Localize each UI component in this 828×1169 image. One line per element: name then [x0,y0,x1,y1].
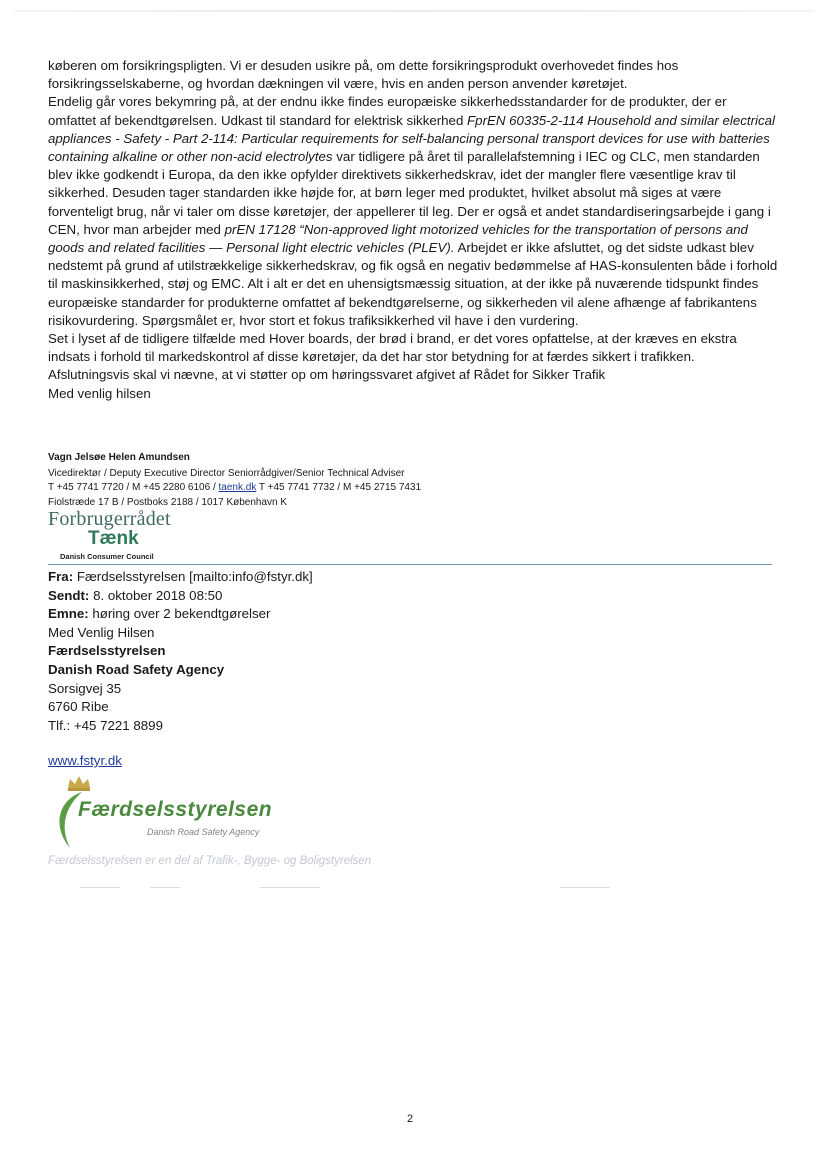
agency-logo [48,772,448,852]
signature-title: Vicedirektør / Deputy Executive Director Seniorrådgiver/Senior Technical Adviser [48,468,405,479]
body-text-run: Afslutningsvis skal vi nævne, at vi støtter op om høringssvaret afgivet af Rådet for Sikker Trafik [48,367,606,383]
body-paragraph [48,385,778,403]
agency-tagline: Færdselsstyrelsen er en del af Trafik-, Bygge- og Boligstyrelsen [48,855,372,867]
signature-contact [48,482,421,493]
agency-website-link[interactable]: www.fstyr.dk [48,753,122,768]
body-text-run: køberen om forsikringspligten. Vi er desuden usikre på, om dette forsikringsprodukt overhovedet findes hos forsikringsselskaberne, og hvordan dækningen vil være, hvis en anden person anvender køretøjet. [48,58,679,92]
consumer-council-logo-brand: Tænk [88,528,139,549]
body-paragraph [48,330,778,366]
letter-body [48,57,778,403]
sender-street: Sorsigvej 35 [48,680,122,696]
signature-address: Fiolstræde 17 B / Postboks 2188 / 1017 København K [48,497,288,508]
body-italic-run: prEN 17128 “Non-approved light motorized vehicles for the transportation of persons and goods and related facilities — Personal light electric vehicles (PLEV). [48,221,748,256]
sender-phone: Tlf.: +45 7221 8899 [48,717,163,733]
email-subject-row [48,605,768,624]
scan-speck [260,887,320,888]
scan-speck [150,887,180,888]
scan-speck [560,887,610,888]
taenk-link[interactable]: taenk.dk [218,482,257,493]
scan-edge-artifact [14,10,814,12]
email-subject-value: høring over 2 bekendtgørelser [88,606,271,622]
email-separator-rule [48,564,772,565]
body-text-run: Arbejdet er ikke afsluttet, og det sidste udkast blev nedstemt på grund af utilstrækkelige sikkerhedskrav, og fik også en negativ bedømmelse af HAS-konsulenten både i forhold til maskinsikkerhed, støj og EMC. Alt i alt er det en uhensigtsmæssig situation, at der ikke på nuværende tidspunkt findes europæiske standarder for produkterne omfattet af bekendtgørelserne, og sikkerheden vil alene afhænge af fabrikantens risikovurdering. Spørgsmålet er, hvor stort et fokus trafiksikkerhed vil have i den vurdering. [48,240,778,328]
consumer-council-logo [48,508,198,564]
body-text-run: var tidligere på året til parallelafstemning i IEC og CLC, men standarden blev ikke godkendt i Europa, da den ikke opfylder direktivets sikkerhedskrav, idet der mangler flere væsentlige krav til sikkerhed. Desuden tager standarden ikke højde for, at børn leger med produktet, hvilket absolut må siges at være forventeligt brug, når vi taler om disse køretøjer, der appellerer til leg. Der er også et andet standardiseringsarbejde i gang i CEN, hvor man arbejder med [48,149,771,237]
sender-org-english: Danish Road Safety Agency [48,661,225,677]
email-header [48,568,768,735]
signature-phone-secondary: T +45 7741 7732 / M +45 2715 7431 [256,482,422,493]
email-subject-label: Emne: [48,606,89,622]
body-paragraph [48,57,778,93]
email-sent-row [48,587,768,606]
body-paragraph [48,366,778,384]
body-text-run: Set i lyset af de tidligere tilfælde med Hover boards, der brød i brand, er det vores opfattelse, at der kræves en ekstra indsats i forhold til markedskontrol af disse køretøjer, da det har stor betydning for at færdes sikkert i trafikken. [48,331,737,365]
body-italic-run: FprEN 60335-2-114 Household and similar electrical appliances - Safety - Part 2-114: Particular requirements for self-balancing personal transport devices for use with batteries containing alkaline or other non-acid electrolytes [48,112,775,165]
sender-org-danish: Færdselsstyrelsen [48,643,166,659]
email-sent-label: Sendt: [48,587,90,603]
body-text-run: Med venlig hilsen [48,385,151,401]
agency-logo-subtitle: Danish Road Safety Agency [147,827,260,837]
email-greeting: Med Venlig Hilsen [48,624,155,640]
email-from-value: Færdselsstyrelsen [mailto:info@fstyr.dk] [73,569,313,584]
signature-name: Vagn Jelsøe Helen Amundsen [48,452,190,463]
consumer-council-logo-name: Forbrugerrådet [48,508,171,530]
email-from-row [48,568,768,587]
agency-logo-name: Færdselsstyrelsen [78,798,273,821]
body-text-run: Endelig går vores bekymring på, at der endnu ikke findes europæiske sikkerhedsstandarder for de produkter, der er omfattet af bekendtgørelsen. Udkast til standard for elektrisk sikkerhed [48,94,727,128]
body-paragraph [48,93,778,330]
scan-speck [80,887,120,888]
sender-city: 6760 Ribe [48,699,109,715]
email-from-label: Fra: [48,569,74,584]
consumer-council-logo-english: Danish Consumer Council [60,552,154,561]
signature-phone-primary: T +45 7741 7720 / M +45 2280 6106 / [48,482,219,493]
page-number: 2 [407,1113,414,1125]
email-sent-value: 8. oktober 2018 08:50 [89,587,223,603]
